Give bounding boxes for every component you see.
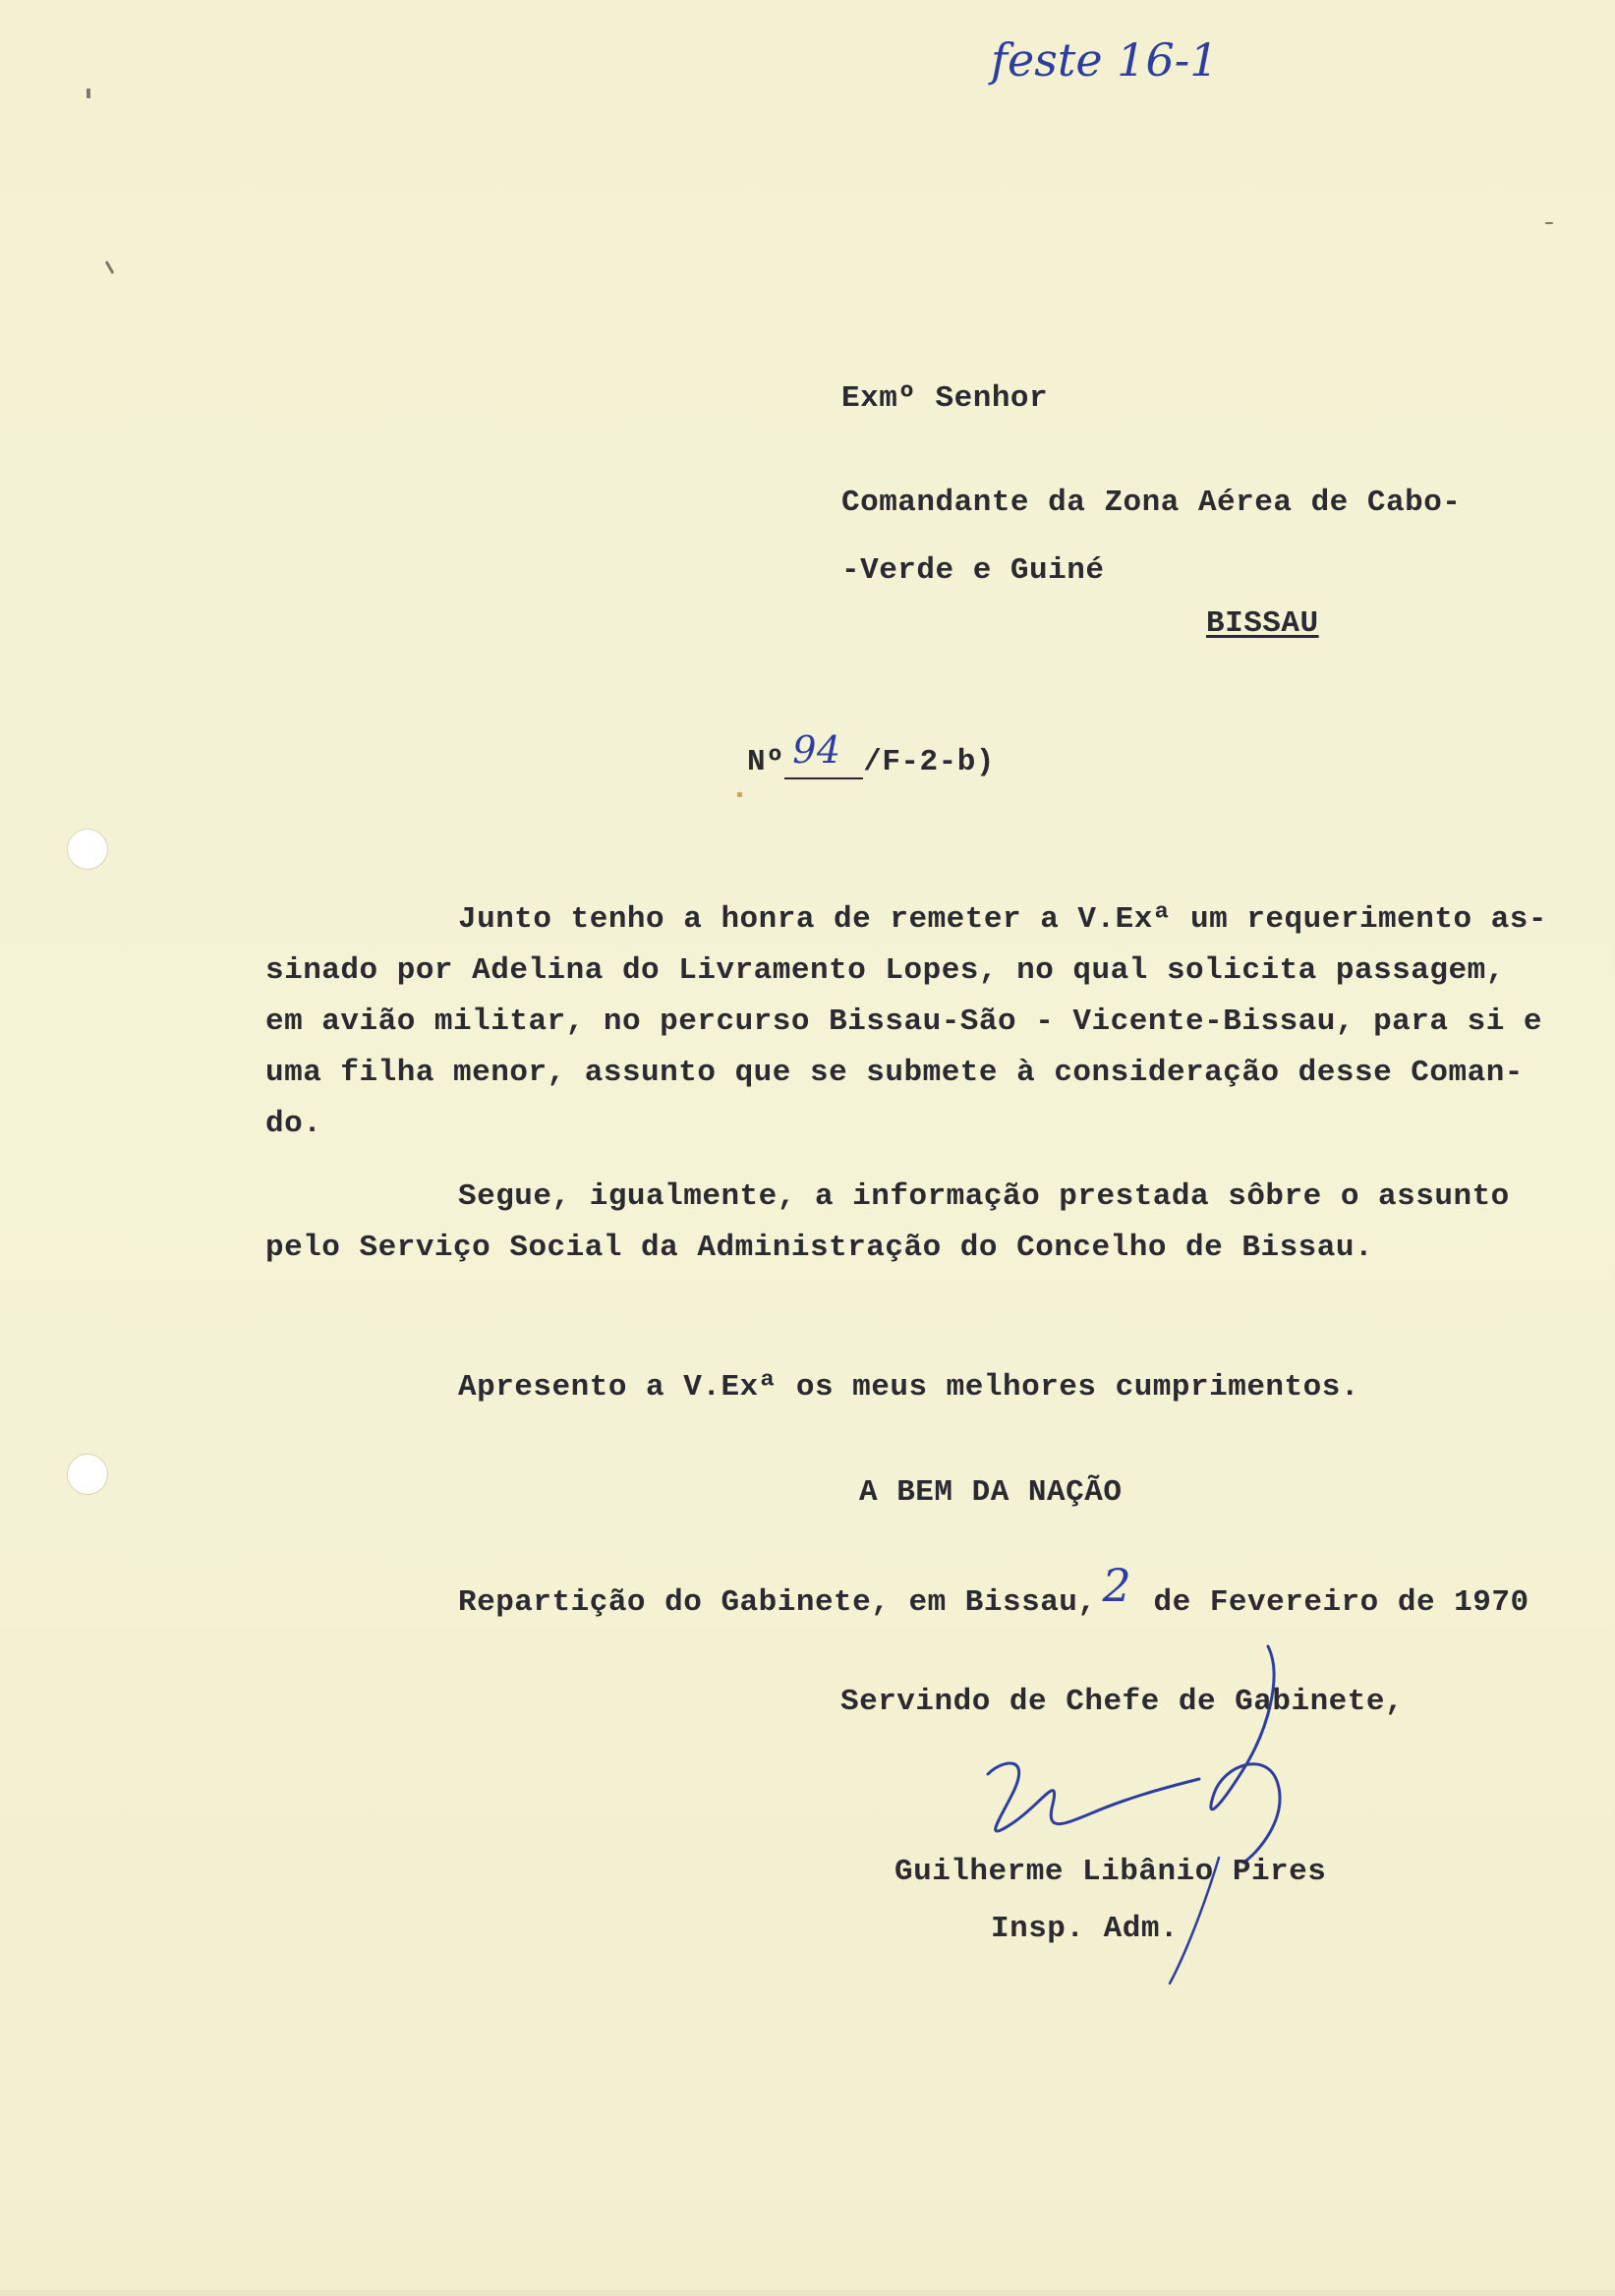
- addressee-line-2: -Verde e Guiné: [841, 553, 1105, 588]
- body-paragraph-1-line-1: Junto tenho a honra de remeter a V.Exª um requerimento as-: [458, 902, 1547, 937]
- date-day-field: [1097, 1559, 1154, 1612]
- paper-speck: [737, 792, 742, 797]
- handwritten-annotation: feste 16-1: [991, 33, 1219, 86]
- page-edge: [0, 2290, 1615, 2296]
- reference-suffix: /F-2-b): [863, 745, 995, 779]
- addressee-city: BISSAU: [1206, 606, 1319, 641]
- reference-number: [747, 728, 995, 779]
- body-paragraph-1-line-3: em avião militar, no percurso Bissau-São - Vicente-Bissau, para si e: [265, 1004, 1543, 1039]
- paper-speck: [105, 260, 115, 274]
- date-suffix: de Fevereiro de 1970: [1153, 1585, 1529, 1620]
- signatory-name: Guilherme Libânio Pires: [894, 1855, 1327, 1889]
- paper-speck: [87, 88, 90, 98]
- body-paragraph-1-line-5: do.: [265, 1107, 322, 1141]
- motto: A BEM DA NAÇÃO: [859, 1475, 1123, 1510]
- reference-number-field: [784, 728, 863, 779]
- closing-title: Servindo de Chefe de Gabinete,: [840, 1685, 1405, 1719]
- date-day-handwritten: 2: [1102, 1559, 1132, 1612]
- date-line: [458, 1559, 1529, 1620]
- signature-loop: [1211, 1646, 1280, 1863]
- signature-stroke: [988, 1763, 1199, 1831]
- body-paragraph-1-line-2: sinado por Adelina do Livramento Lopes, no qual solicita passagem,: [265, 953, 1505, 988]
- body-paragraph-2-line-1: Segue, igualmente, a informação prestada sôbre o assunto: [458, 1179, 1510, 1214]
- date-prefix: Repartição do Gabinete, em Bissau,: [458, 1585, 1097, 1620]
- signatory-title: Insp. Adm.: [991, 1912, 1180, 1946]
- salutation: Exmº Senhor: [841, 381, 1049, 416]
- paper-speck: [1545, 222, 1553, 224]
- punch-hole-upper: [67, 829, 108, 870]
- punch-hole-lower: [67, 1454, 108, 1495]
- reference-number-handwritten: 94: [792, 728, 841, 772]
- closing-paragraph: Apresento a V.Exª os meus melhores cumprimentos.: [458, 1370, 1359, 1405]
- addressee-line-1: Comandante da Zona Aérea de Cabo-: [841, 486, 1462, 520]
- body-paragraph-1-line-4: uma filha menor, assunto que se submete à consideração desse Coman-: [265, 1056, 1524, 1090]
- body-paragraph-2-line-2: pelo Serviço Social da Administração do Concelho de Bissau.: [265, 1231, 1374, 1265]
- reference-prefix: Nº: [747, 745, 785, 779]
